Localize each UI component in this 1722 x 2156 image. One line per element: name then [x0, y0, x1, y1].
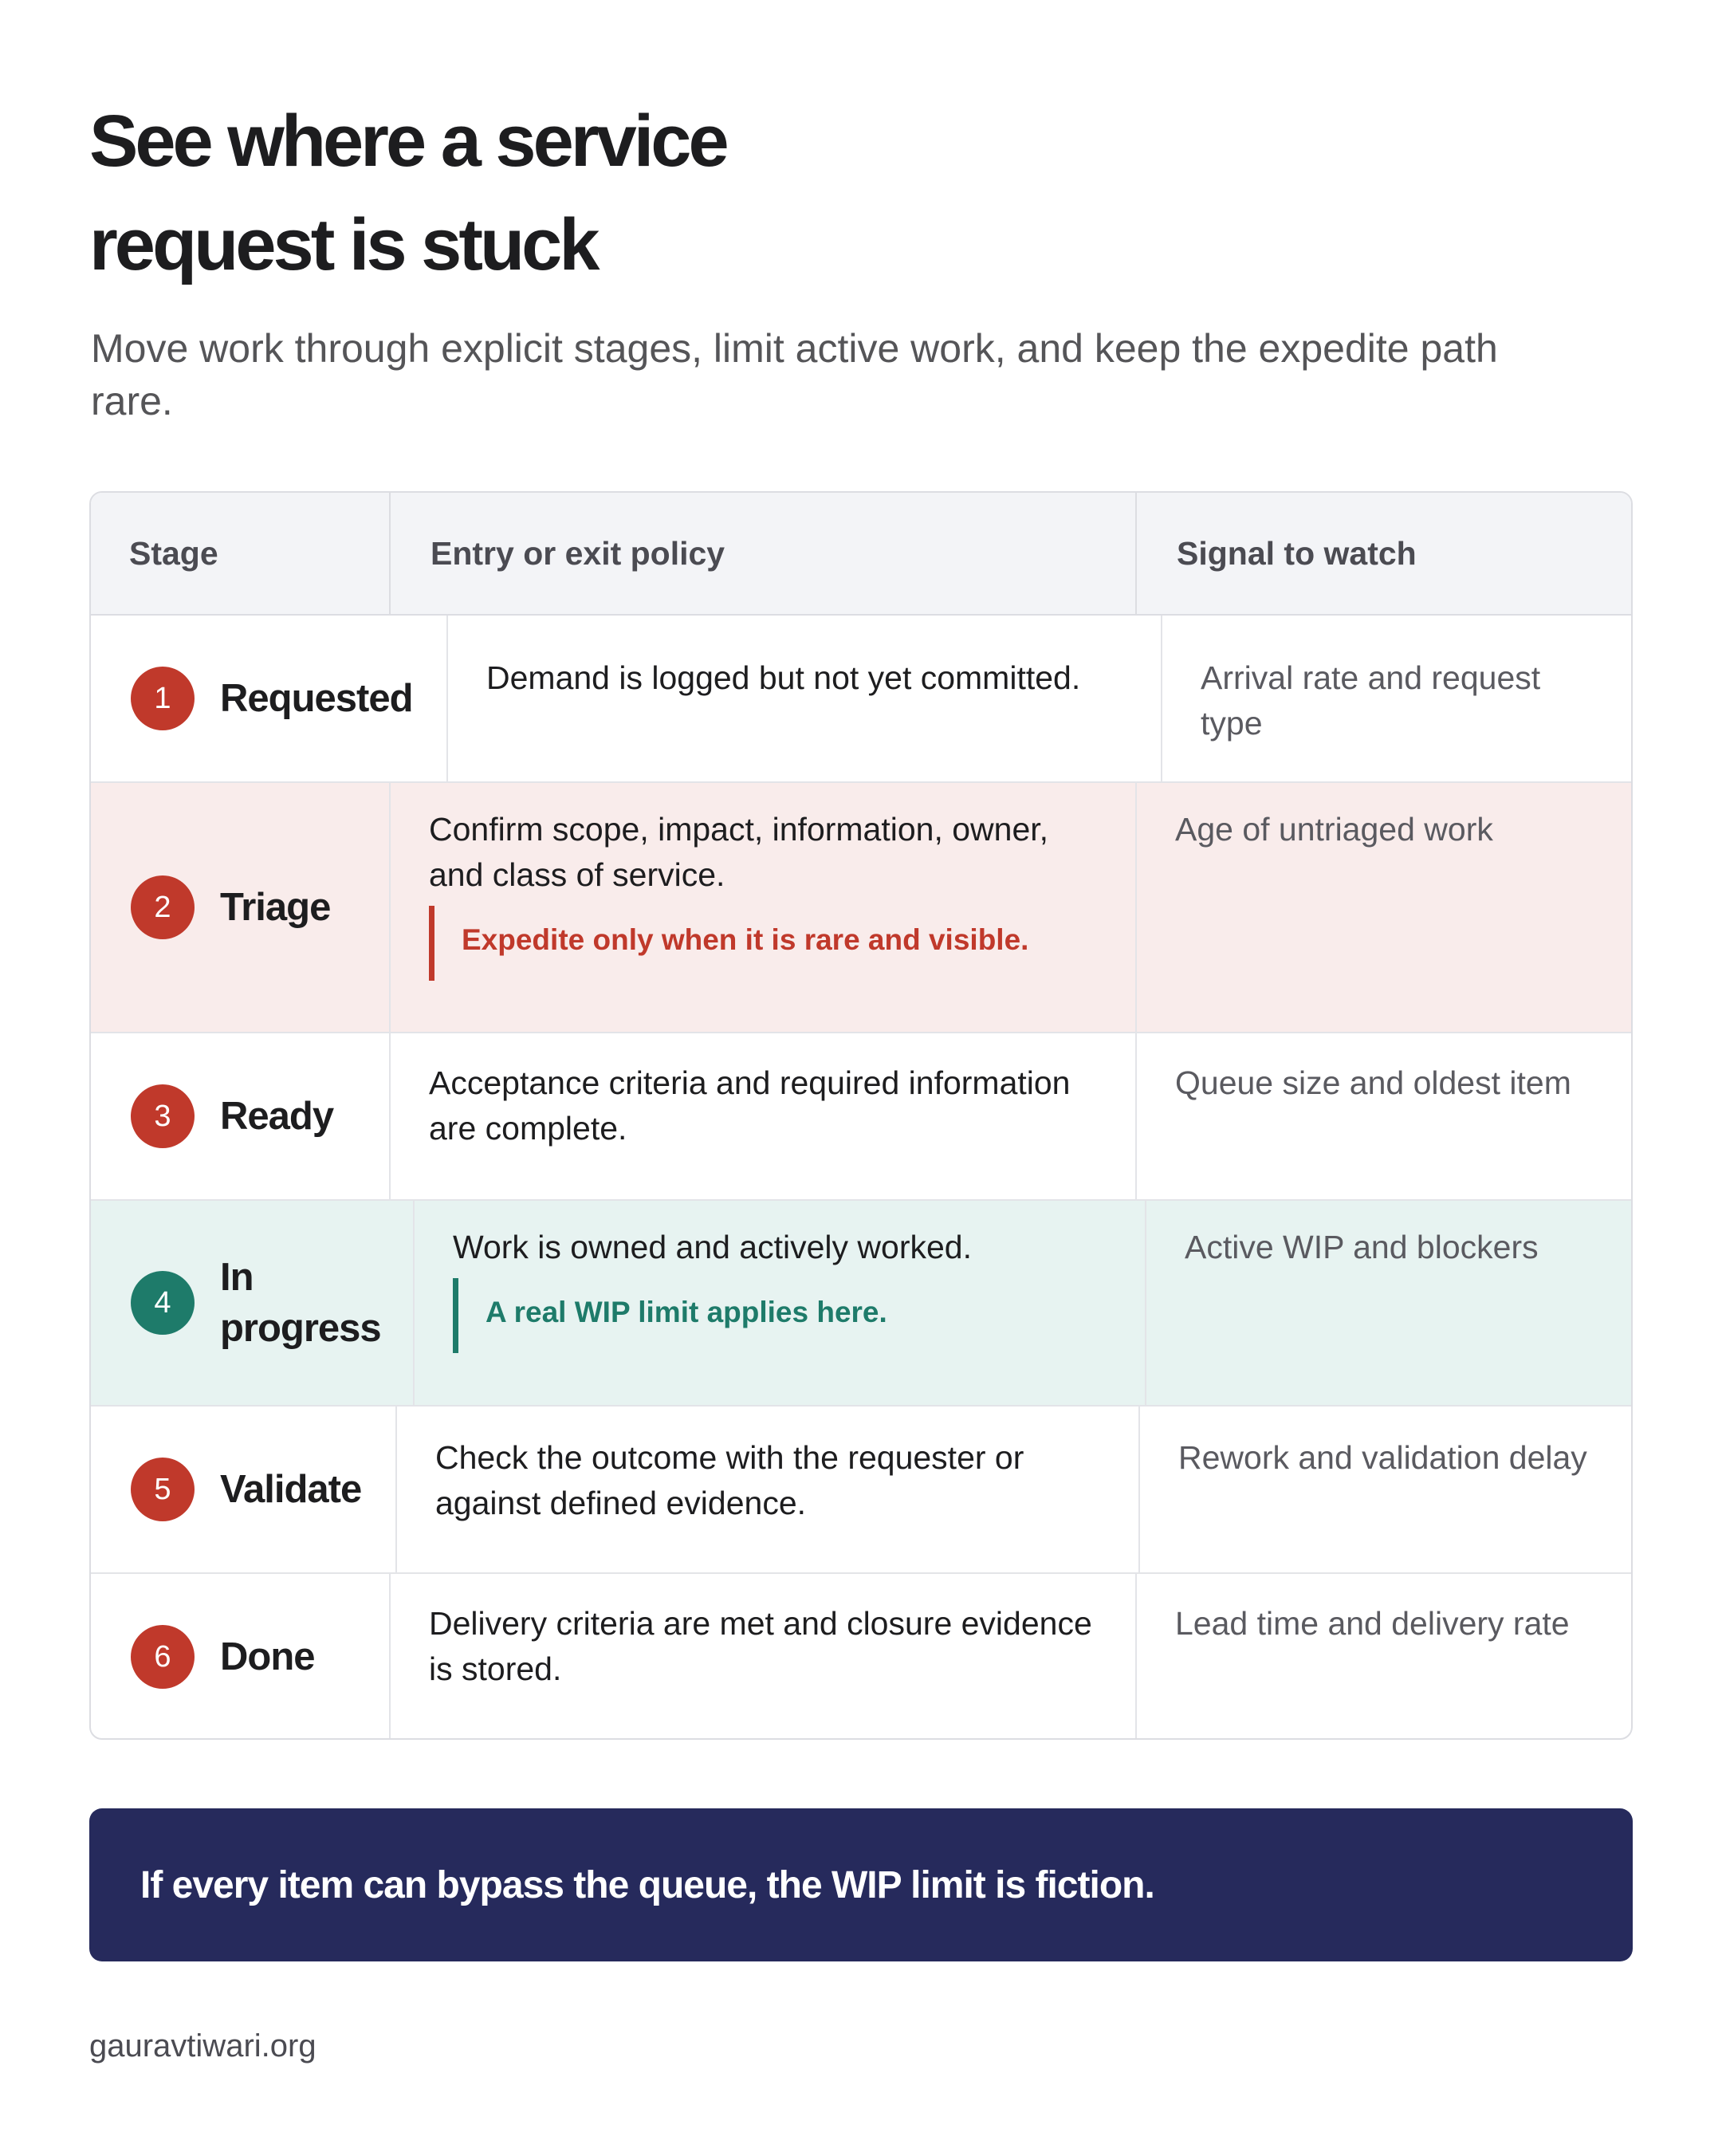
header-policy: Entry or exit policy: [389, 493, 1135, 614]
policy-text: Confirm scope, impact, information, owner, and class of service.: [429, 811, 1049, 893]
stage-name: In progress: [220, 1256, 381, 1350]
policy-cell: [413, 1201, 1145, 1405]
footer-site-link[interactable]: gauravtiwari.org: [89, 2028, 316, 2064]
signal-text: Rework and validation delay: [1178, 1439, 1587, 1476]
table-row-triage: [91, 783, 1631, 1033]
header-stage: Stage: [129, 534, 218, 572]
stage-name: Validate: [220, 1468, 362, 1511]
table-header: [91, 493, 1631, 616]
signal-text: Queue size and oldest item: [1175, 1064, 1571, 1101]
page-subtitle: Move work through explicit stages, limit active work, and keep the expedite path rare.: [91, 326, 1498, 423]
stage-name: Ready: [220, 1095, 334, 1138]
stage-number-badge: 2: [131, 875, 195, 939]
takeaway-banner: If every item can bypass the queue, the WIP limit is fiction.: [89, 1808, 1633, 1961]
policy-cell: [395, 1407, 1138, 1572]
stage-cell: [91, 1407, 395, 1572]
page-title: [89, 89, 1126, 297]
title-line-1: See where a service: [89, 100, 726, 182]
table-row-requested: [91, 616, 1631, 783]
stage-cell: [91, 1033, 389, 1199]
table-row-done: [91, 1574, 1631, 1740]
stage-cell: [91, 783, 389, 1032]
table-row-in-progress: [91, 1201, 1631, 1407]
signal-cell: [1135, 783, 1631, 1032]
stage-number-badge: 5: [131, 1458, 195, 1521]
policy-text: Delivery criteria are met and closure evidence is stored.: [429, 1605, 1092, 1687]
policy-text: Acceptance criteria and required information are complete.: [429, 1064, 1071, 1147]
policy-cell: [446, 616, 1161, 781]
stage-number-badge: 3: [131, 1084, 195, 1148]
wip-callout: A real WIP limit applies here.: [453, 1278, 1113, 1353]
stage-name: Requested: [220, 677, 413, 720]
signal-cell: [1138, 1407, 1631, 1572]
policy-text: Demand is logged but not yet committed.: [486, 659, 1081, 696]
header-signal: Signal to watch: [1135, 493, 1631, 614]
title-line-2: request is stuck: [89, 204, 597, 285]
signal-cell: [1145, 1201, 1631, 1405]
policy-text: Check the outcome with the requester or against defined evidence.: [435, 1439, 1024, 1521]
table-row-validate: [91, 1407, 1631, 1574]
stage-number-badge: 1: [131, 667, 195, 730]
policy-cell: [389, 1033, 1135, 1199]
stage-cell: [91, 616, 446, 781]
stage-cell: [91, 1574, 389, 1740]
expedite-callout: Expedite only when it is rare and visible.: [429, 906, 1103, 981]
signal-text: Age of untriaged work: [1175, 811, 1493, 848]
signal-text: Lead time and delivery rate: [1175, 1605, 1570, 1642]
signal-cell: [1135, 1574, 1631, 1740]
stage-name: Triage: [220, 886, 331, 929]
stage-name: Done: [220, 1635, 315, 1678]
table-row-ready: [91, 1033, 1631, 1201]
stage-number-badge: 4: [131, 1271, 195, 1335]
policy-cell: [389, 783, 1135, 1032]
stages-table: [89, 491, 1633, 1740]
stage-cell: [91, 1201, 413, 1405]
policy-cell: [389, 1574, 1135, 1740]
stage-number-badge: 6: [131, 1625, 195, 1689]
signal-cell: [1161, 616, 1631, 781]
signal-text: Active WIP and blockers: [1185, 1229, 1539, 1265]
policy-text: Work is owned and actively worked.: [453, 1229, 972, 1265]
signal-text: Arrival rate and request type: [1201, 659, 1541, 742]
signal-cell: [1135, 1033, 1631, 1199]
